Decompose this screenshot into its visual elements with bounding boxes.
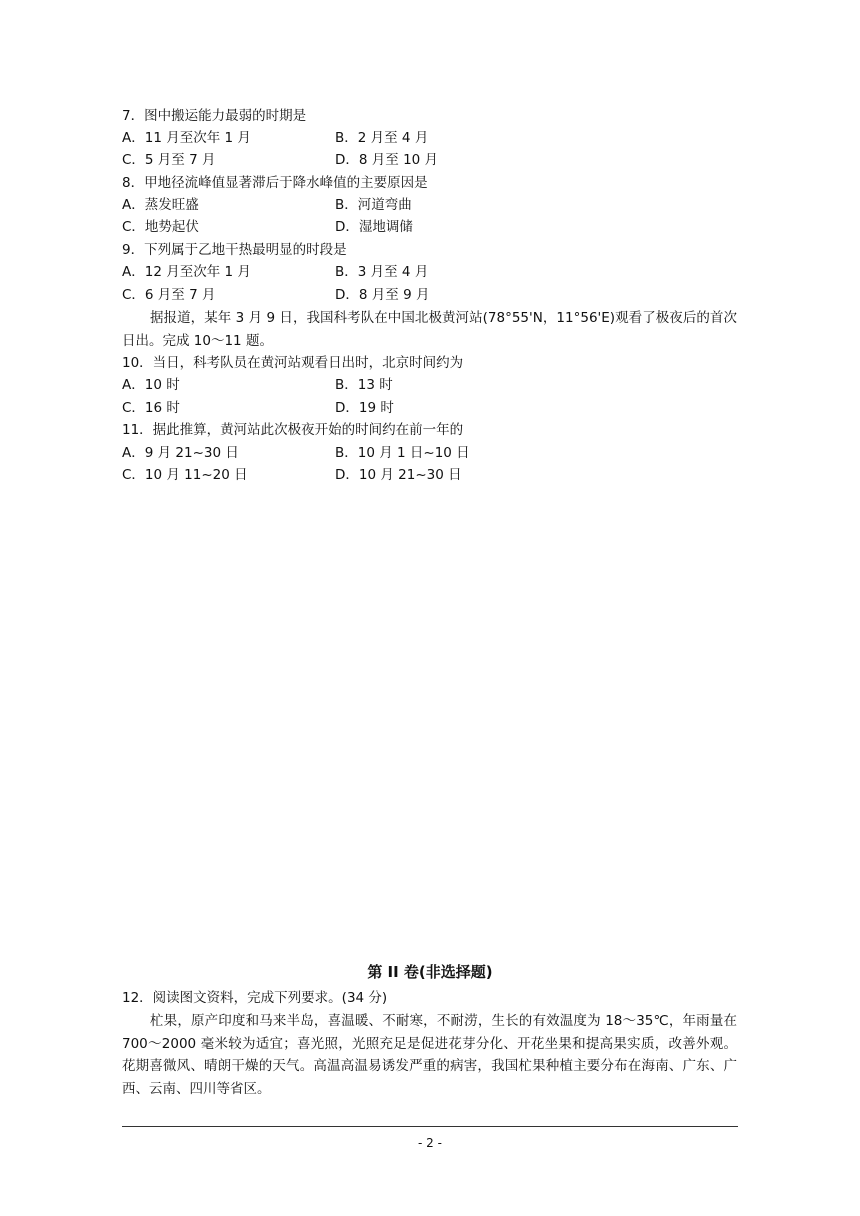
question-11-options-row-2	[122, 465, 742, 485]
question-9-option-a: A．12 月至次年 1 月	[122, 264, 251, 280]
question-8-option-a: A．蒸发旺盛	[122, 197, 199, 213]
question-11-option-d: D．10 月 21~30 日	[335, 467, 462, 483]
question-10-options-row-2	[122, 398, 742, 418]
question-9-option-c: C．6 月至 7 月	[122, 287, 216, 303]
question-9-options-row-1	[122, 262, 742, 282]
question-8-option-d: D．湿地调储	[335, 219, 413, 235]
question-9-options-row-2	[122, 285, 742, 305]
question-11-stem: 11．据此推算，黄河站此次极夜开始的时间约在前一年的	[122, 422, 464, 438]
question-11-option-c: C．10 月 11~20 日	[122, 467, 248, 483]
intro-paragraph-10-11: 据报道，某年 3 月 9 日，我国科考队在中国北极黄河站(78°55'N，11°56'E)观看了极夜后的首次日出。完成 10～11 题。	[122, 310, 737, 349]
question-7-option-b: B．2 月至 4 月	[335, 130, 429, 146]
question-7-stem: 7．图中搬运能力最弱的时期是	[122, 108, 307, 124]
question-9-option-d: D．8 月至 9 月	[335, 287, 430, 303]
question-7-option-a: A．11 月至次年 1 月	[122, 130, 251, 146]
question-7-options-row-1	[122, 128, 742, 148]
question-10-options-row-1	[122, 375, 742, 395]
question-11-options-row-1	[122, 443, 742, 463]
question-10-option-c: C．16 时	[122, 400, 180, 416]
question-9-stem: 9．下列属于乙地干热最明显的时段是	[122, 242, 347, 258]
question-8-option-c: C．地势起伏	[122, 219, 199, 235]
question-9-option-b: B．3 月至 4 月	[335, 264, 429, 280]
question-8-options-row-1	[122, 195, 742, 215]
question-10-option-b: B．13 时	[335, 377, 393, 393]
question-12-stem: 12．阅读图文资料，完成下列要求。(34 分)	[122, 990, 388, 1006]
question-11-option-a: A．9 月 21~30 日	[122, 445, 239, 461]
page-number: - 2 -	[418, 1136, 442, 1150]
question-8-stem: 8．甲地径流峰值显著滞后于降水峰值的主要原因是	[122, 175, 428, 191]
footer-divider	[122, 1126, 738, 1127]
question-7-option-c: C．5 月至 7 月	[122, 152, 216, 168]
question-7-option-d: D．8 月至 10 月	[335, 152, 439, 168]
question-7-options-row-2	[122, 150, 742, 170]
section-2-title: 第 II 卷(非选择题)	[367, 963, 493, 981]
question-10-option-a: A．10 时	[122, 377, 180, 393]
question-8-option-b: B．河道弯曲	[335, 197, 412, 213]
question-8-options-row-2	[122, 217, 742, 237]
question-10-option-d: D．19 时	[335, 400, 394, 416]
question-10-stem: 10．当日，科考队员在黄河站观看日出时，北京时间约为	[122, 355, 464, 371]
question-11-option-b: B．10 月 1 日~10 日	[335, 445, 470, 461]
question-12-paragraph: 杧果，原产印度和马来半岛，喜温暖、不耐寒，不耐涝，生长的有效温度为 18～35℃，年雨量在 700～2000 毫米较为适宜；喜光照，光照充足是促进花芽分化、开花坐果和提高果实质，改善外观。花期喜微风、晴朗干燥的天气。高温高温易诱发严重的病害，我国杧果种植主要分布在海南、广东、广西、云南、四川等省区。	[122, 1013, 737, 1097]
